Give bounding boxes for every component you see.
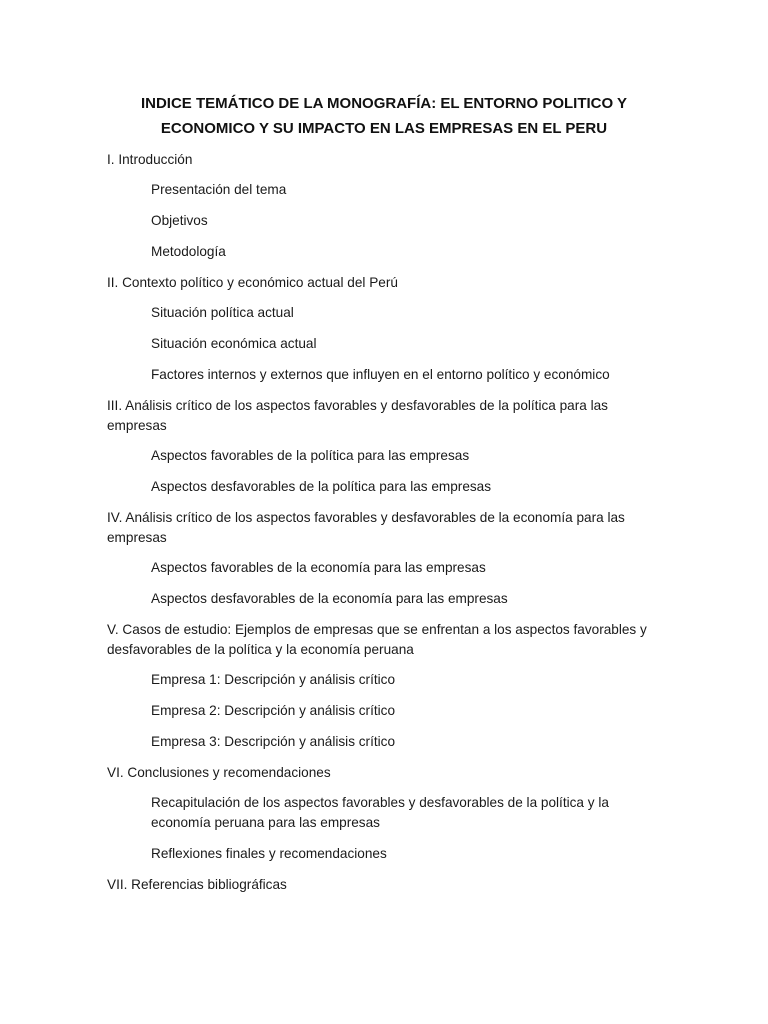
toc-section	[107, 508, 667, 609]
subsection-item: Objetivos	[151, 213, 208, 228]
subsection-item: Empresa 1: Descripción y análisis crítico	[151, 672, 396, 687]
subsection-list	[107, 793, 667, 864]
section-heading: IV. Análisis crítico de los aspectos favorables y desfavorables de la economía para las empresas	[107, 510, 625, 545]
subsection-item: Factores internos y externos que influyen en el entorno político y económico	[151, 367, 610, 382]
toc-section	[107, 273, 667, 385]
section-heading: II. Contexto político y económico actual del Perú	[107, 275, 398, 290]
toc-section	[107, 396, 667, 497]
document-title: INDICE TEMÁTICO DE LA MONOGRAFÍA: EL ENTORNO POLITICO Y ECONOMICO Y SU IMPACTO EN LAS EMPRESAS EN EL PERU	[140, 95, 628, 137]
subsection-item: Situación política actual	[151, 305, 294, 320]
subsection-item: Situación económica actual	[151, 336, 317, 351]
subsection-item: Aspectos desfavorables de la economía para las empresas	[151, 591, 508, 606]
subsection-list	[107, 558, 667, 609]
toc-section	[107, 620, 667, 752]
subsection-item: Aspectos favorables de la política para las empresas	[151, 448, 470, 463]
subsection-list	[107, 180, 667, 262]
subsection-item: Metodología	[151, 244, 226, 259]
subsection-list	[107, 446, 667, 497]
subsection-item: Empresa 2: Descripción y análisis crítico	[151, 703, 396, 718]
table-of-contents	[107, 150, 667, 906]
toc-section	[107, 150, 667, 262]
subsection-list	[107, 670, 667, 752]
subsection-item: Empresa 3: Descripción y análisis crítico	[151, 734, 396, 749]
toc-section	[107, 875, 667, 895]
section-heading: V. Casos de estudio: Ejemplos de empresas que se enfrentan a los aspectos favorables y desfavorables de la política y la economía peruana	[107, 622, 647, 657]
section-heading: VI. Conclusiones y recomendaciones	[107, 765, 331, 780]
subsection-item: Aspectos desfavorables de la política para las empresas	[151, 479, 492, 494]
section-heading: I. Introducción	[107, 152, 193, 167]
subsection-item: Recapitulación de los aspectos favorables y desfavorables de la política y la economía peruana para las empresas	[151, 795, 609, 830]
subsection-item: Aspectos favorables de la economía para las empresas	[151, 560, 486, 575]
section-heading: VII. Referencias bibliográficas	[107, 877, 287, 892]
section-heading: III. Análisis crítico de los aspectos favorables y desfavorables de la política para las empresas	[107, 398, 608, 433]
toc-section	[107, 763, 667, 864]
subsection-list	[107, 303, 667, 385]
subsection-item: Presentación del tema	[151, 182, 287, 197]
subsection-item: Reflexiones finales y recomendaciones	[151, 846, 387, 861]
